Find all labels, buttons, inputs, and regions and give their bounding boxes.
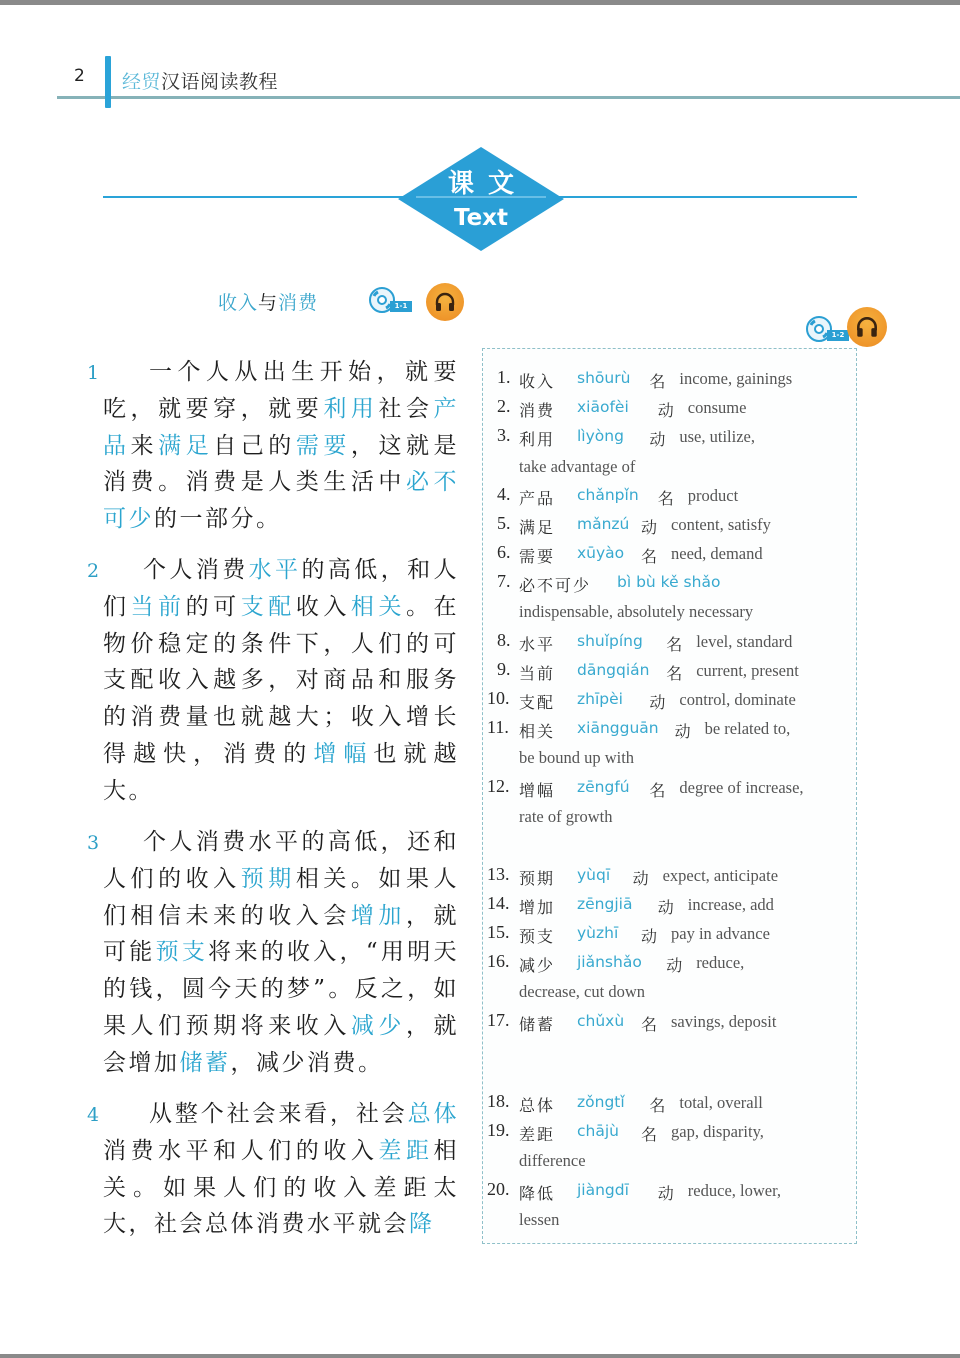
vocab-pinyin: shōurù (577, 369, 631, 387)
keyword: 储蓄 (179, 1049, 231, 1076)
keyword: 当前 (130, 593, 186, 620)
vocab-number: 1. (497, 367, 511, 387)
vocab-english: reduce, (696, 953, 745, 972)
paragraph-number: 2 (87, 560, 100, 582)
paragraph-text: 的高低，和人们 (103, 557, 460, 620)
keyword: 预期 (240, 865, 296, 892)
paragraph-text: 一个人从出生开始，就要吃，就要穿，就要 (103, 359, 459, 422)
vocab-english: gap, disparity, (671, 1122, 764, 1141)
vocab-pinyin: xiāngguān (577, 719, 659, 737)
vocab-hanzi: 产品 (519, 489, 556, 508)
lesson-title (218, 288, 318, 315)
vocab-part-of-speech: 动 (666, 956, 683, 975)
vocab-english: increase, add (687, 895, 774, 914)
vocab-part-of-speech: 动 (641, 927, 658, 946)
vocab-english: be related to, (704, 719, 791, 738)
vocab-part-of-speech: 动 (657, 1184, 674, 1203)
vocab-number: 10. (487, 688, 510, 708)
vocab-hanzi: 支配 (519, 693, 556, 712)
vocab-part-of-speech: 名 (641, 547, 658, 566)
paragraph-text: 社会 (378, 395, 434, 422)
vocab-english: total, overall (679, 1093, 763, 1112)
bottom-border (0, 1354, 960, 1358)
vocab-pinyin: yùzhī (577, 924, 619, 942)
paragraph-text: 消费水平和人们的收入 (103, 1137, 379, 1164)
vocab-hanzi: 消费 (519, 401, 556, 420)
cd-track-label: 1-2 (827, 330, 849, 341)
headphone-icon (433, 290, 457, 314)
paragraph-text: 将来的收入，“用明天的钱，圆今天的梦”。反之，如果人们预期将来收入 (103, 939, 459, 1039)
vocab-number: 20. (487, 1179, 510, 1199)
vocab-hanzi: 利用 (519, 430, 556, 449)
vocab-hanzi: 差距 (519, 1125, 556, 1144)
paragraph-2 (103, 552, 459, 810)
vocab-pinyin: mǎnzú (577, 515, 630, 533)
vocab-hanzi: 相关 (519, 722, 556, 741)
vocab-part-of-speech: 名 (666, 664, 683, 683)
vocab-pinyin: xiāofèi (577, 398, 629, 416)
vocab-hanzi: 当前 (519, 664, 556, 683)
vocab-english-continued: difference (519, 1151, 586, 1170)
keyword: 总体 (407, 1101, 460, 1127)
vocab-pinyin: zhīpèi (577, 690, 623, 708)
vocab-hanzi: 收入 (519, 372, 556, 391)
vocab-hanzi: 减少 (519, 956, 556, 975)
vocab-hanzi: 预支 (519, 927, 556, 946)
vocab-number: 15. (487, 922, 510, 942)
keyword: 水平 (248, 557, 302, 583)
vocabulary-panel (482, 348, 857, 1244)
vocab-pinyin: chājù (577, 1122, 619, 1140)
paragraph-3 (103, 824, 459, 1082)
paragraph-text: 来 (130, 432, 159, 459)
vocab-english: current, present (696, 661, 799, 680)
header-accent-bar (105, 56, 111, 108)
vocab-english-continued: rate of growth (519, 807, 613, 826)
vocab-hanzi: 增幅 (519, 781, 556, 800)
vocab-english-continued: lessen (519, 1210, 560, 1229)
paragraph-text: 的可 (185, 593, 241, 620)
keyword: 预支 (155, 939, 209, 966)
paragraph-number: 3 (87, 832, 100, 854)
vocab-english: savings, deposit (671, 1012, 777, 1031)
vocab-number: 7. (497, 571, 511, 591)
paragraph-text: ，这就是消费。消费是人类生活中 (103, 432, 460, 496)
vocab-english: pay in advance (671, 924, 770, 943)
keyword: 支配 (240, 593, 296, 620)
vocab-pinyin: yùqī (577, 866, 611, 884)
vocab-part-of-speech: 动 (657, 401, 674, 420)
vocab-pinyin: chǔxù (577, 1012, 625, 1030)
paragraph-text: ，减少消费。 (230, 1049, 384, 1076)
lesson-title-part: 与 (258, 292, 279, 314)
vocab-english-continued: be bound up with (519, 748, 635, 767)
vocab-english: content, satisfy (671, 515, 771, 534)
paragraph-text: 个人消费 (143, 557, 249, 583)
vocab-part-of-speech: 名 (649, 781, 666, 800)
vocab-english-continued: indispensable, absolutely necessary (519, 602, 754, 621)
vocab-english: consume (687, 398, 747, 417)
headphone-icon (854, 314, 880, 340)
header-rule (57, 96, 960, 99)
vocab-number: 6. (497, 542, 511, 562)
cd-track-label: 1-1 (390, 301, 412, 312)
vocab-part-of-speech: 动 (641, 518, 658, 537)
vocab-part-of-speech: 名 (649, 372, 666, 391)
vocab-number: 13. (487, 864, 510, 884)
paragraph-number: 4 (87, 1104, 100, 1126)
keyword: 增加 (350, 902, 406, 929)
vocab-part-of-speech: 动 (649, 430, 666, 449)
lesson-title-part: 收入 (218, 292, 259, 314)
keyword: 增幅 (313, 740, 374, 767)
vocab-pinyin: zēngfú (577, 778, 630, 796)
vocab-number: 19. (487, 1120, 510, 1140)
vocab-pinyin: dāngqián (577, 661, 650, 679)
vocab-pinyin: zǒngtǐ (577, 1093, 625, 1111)
keyword: 差距 (378, 1137, 434, 1164)
book-title-rest: 汉语阅读教程 (161, 71, 279, 93)
vocab-english: reduce, lower, (687, 1181, 782, 1200)
keyword: 满足 (158, 432, 214, 459)
vocab-number: 2. (497, 396, 511, 416)
keyword: 产品 (103, 395, 460, 459)
book-title (122, 67, 278, 94)
section-title-en: Text (453, 205, 509, 231)
vocab-number: 3. (497, 425, 511, 445)
paragraph-4 (103, 1096, 459, 1243)
vocab-english-continued: decrease, cut down (519, 982, 645, 1001)
paragraph-text: ，就可能 (103, 902, 460, 966)
section-title-zh: 课文 (447, 169, 528, 199)
vocab-pinyin: shuǐpíng (577, 632, 643, 650)
vocab-english: level, standard (696, 632, 793, 651)
vocab-number: 17. (487, 1010, 510, 1030)
vocab-part-of-speech: 名 (649, 1096, 666, 1115)
vocab-number: 11. (487, 717, 509, 737)
paragraph-text: ，就会增加 (103, 1012, 460, 1076)
vocab-hanzi: 必不可少 (519, 576, 592, 595)
vocab-part-of-speech: 动 (649, 693, 666, 712)
paragraph-text: 个人消费水平的高低，还和人们的收入 (103, 829, 459, 892)
vocab-pinyin: lìyòng (577, 427, 624, 445)
vocab-part-of-speech: 动 (674, 722, 691, 741)
paragraph-text: 从整个社会来看，社会 (149, 1101, 408, 1127)
vocab-number: 5. (497, 513, 511, 533)
vocab-english: need, demand (671, 544, 763, 563)
vocab-number: 16. (487, 951, 510, 971)
vocab-hanzi: 满足 (519, 518, 556, 537)
paragraph-text: 相关。如果人们的收入差距太大，社会总体消费水平就会 (103, 1137, 460, 1238)
vocab-part-of-speech: 动 (657, 898, 674, 917)
keyword: 减少 (350, 1012, 406, 1039)
vocab-pinyin: jiǎnshǎo (577, 953, 642, 971)
vocab-hanzi: 需要 (519, 547, 556, 566)
vocab-hanzi: 预期 (519, 869, 556, 888)
vocab-number: 8. (497, 630, 511, 650)
page-number: 2 (74, 66, 85, 86)
vocab-number: 18. (487, 1091, 510, 1111)
paragraph-text: 。在物价稳定的条件下，人们的可支配收入越多，对商品和服务的消费量也就越大；收入增长得越快，消费的 (103, 593, 460, 767)
play-audio-button[interactable] (426, 283, 464, 321)
vocab-number: 9. (497, 659, 511, 679)
keyword: 需要 (295, 432, 351, 459)
vocab-number: 4. (497, 484, 511, 504)
paragraph-text: 的一部分。 (154, 506, 282, 533)
vocab-hanzi: 增加 (519, 898, 556, 917)
paragraph-text: 自己的 (213, 432, 296, 459)
vocab-english: expect, anticipate (662, 866, 779, 885)
vocab-pinyin: bì bù kě shǎo (617, 573, 721, 591)
paragraph-text: 收入 (295, 593, 351, 620)
cd-audio-track-vocab-button[interactable] (805, 315, 851, 345)
paragraph-text: 相关。如果人们相信未来的收入会 (103, 865, 460, 929)
vocab-hanzi: 总体 (519, 1096, 556, 1115)
vocab-pinyin: jiàngdī (577, 1181, 629, 1199)
keyword: 降 (409, 1211, 435, 1238)
vocab-part-of-speech: 动 (632, 869, 649, 888)
book-title-accent: 经贸 (122, 71, 162, 93)
paragraph-1 (103, 354, 459, 538)
keyword: 必不可少 (103, 469, 460, 533)
cd-audio-track-button[interactable] (368, 286, 414, 316)
keyword: 相关 (350, 593, 407, 620)
vocab-english-continued: take advantage of (519, 457, 636, 476)
vocab-pinyin: xūyào (577, 544, 625, 562)
vocab-number: 14. (487, 893, 510, 913)
vocab-part-of-speech: 名 (657, 489, 674, 508)
play-vocab-audio-button[interactable] (847, 307, 887, 347)
keyword: 利用 (323, 395, 379, 422)
vocab-part-of-speech: 名 (641, 1015, 658, 1034)
vocab-part-of-speech: 名 (641, 1125, 658, 1144)
vocab-pinyin: chǎnpǐn (577, 486, 639, 504)
vocab-english: control, dominate (679, 690, 796, 709)
vocab-english: degree of increase, (679, 778, 804, 797)
vocab-english: product (687, 486, 739, 505)
vocab-hanzi: 水平 (519, 635, 556, 654)
vocab-pinyin: zēngjiā (577, 895, 633, 913)
vocab-number: 12. (487, 776, 510, 796)
vocab-hanzi: 储蓄 (519, 1015, 556, 1034)
paragraph-number: 1 (87, 362, 100, 384)
lesson-title-part: 消费 (278, 292, 319, 314)
vocab-english: use, utilize, (679, 427, 755, 446)
top-border (0, 0, 960, 5)
vocab-hanzi: 降低 (519, 1184, 556, 1203)
paragraph-text: 也就越大。 (103, 740, 460, 804)
vocab-english: income, gainings (679, 369, 793, 388)
vocab-part-of-speech: 名 (666, 635, 683, 654)
